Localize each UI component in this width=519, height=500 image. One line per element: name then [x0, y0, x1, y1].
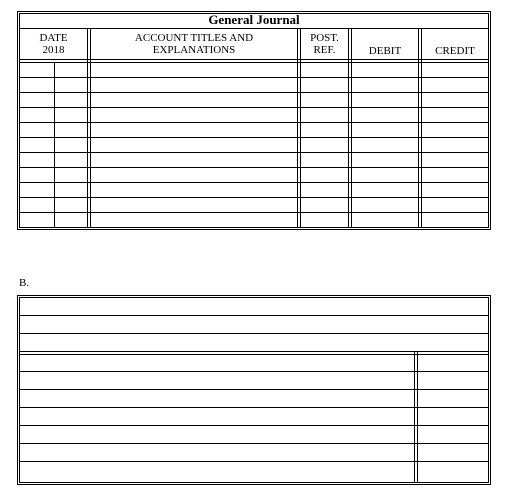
- date-header-line1: DATE: [39, 32, 68, 44]
- date-header-year: 2018: [42, 44, 65, 56]
- account-header-line2: EXPLANATIONS: [152, 44, 236, 56]
- section-b-label: B.: [19, 277, 30, 289]
- account-postref-separator: [297, 29, 298, 228]
- account-header: [90, 32, 298, 56]
- section-b-header-rule: [19, 351, 489, 352]
- journal-row-line: [19, 137, 489, 138]
- section-b-row-line: [19, 443, 489, 444]
- journal-row-line: [19, 92, 489, 93]
- journal-row-line: [19, 167, 489, 168]
- postref-debit-separator: [348, 29, 349, 228]
- section-b-row-line: [19, 371, 489, 372]
- section-b-row-line: [19, 461, 489, 462]
- journal-title: General Journal: [208, 12, 300, 27]
- journal-row-line: [19, 197, 489, 198]
- debit-credit-separator: [421, 29, 422, 228]
- postref-header-line1: POST.: [310, 32, 339, 44]
- date-account-separator: [90, 29, 91, 228]
- journal-row-line: [19, 77, 489, 78]
- account-header-line1: ACCOUNT TITLES AND: [134, 32, 254, 44]
- debit-credit-separator: [418, 29, 419, 228]
- section-b-table: [17, 295, 491, 485]
- date-month-day-separator: [54, 62, 55, 228]
- date-account-separator: [87, 29, 88, 228]
- postref-header: [300, 32, 349, 56]
- postref-debit-separator: [351, 29, 352, 228]
- journal-row-line: [19, 182, 489, 183]
- journal-row-line: [19, 212, 489, 213]
- section-b-row-line: [19, 425, 489, 426]
- section-b-header-line: [19, 315, 489, 316]
- date-header: [19, 32, 88, 56]
- journal-row-line: [19, 107, 489, 108]
- section-b-header-rule: [19, 354, 489, 355]
- debit-header: DEBIT: [368, 45, 402, 57]
- section-b-row-line: [19, 389, 489, 390]
- section-b-header-line: [19, 333, 489, 334]
- account-postref-separator: [300, 29, 301, 228]
- postref-header-line2: REF.: [313, 44, 336, 56]
- section-b-row-line: [19, 407, 489, 408]
- credit-header: CREDIT: [435, 45, 475, 57]
- journal-row-line: [19, 152, 489, 153]
- journal-row-line: [19, 122, 489, 123]
